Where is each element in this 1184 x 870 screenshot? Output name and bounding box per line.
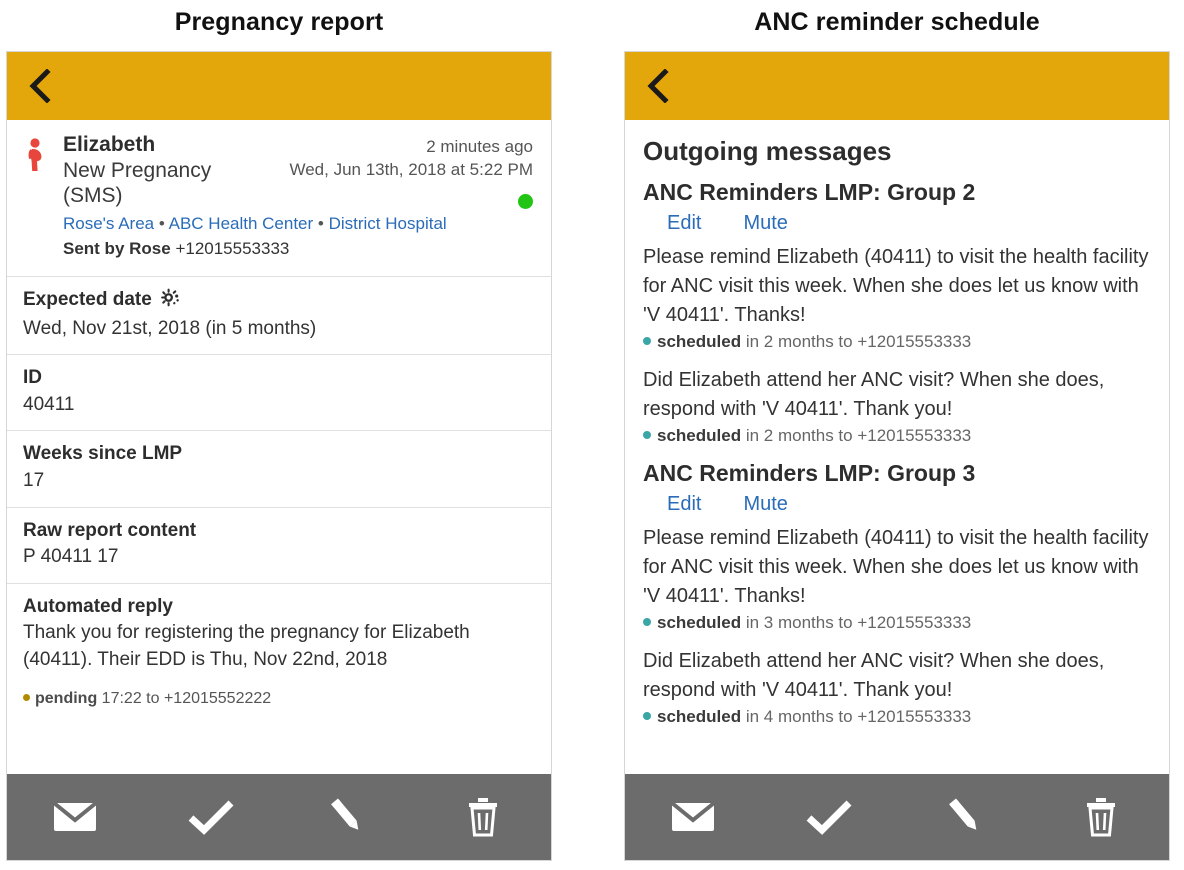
left-action-bar xyxy=(7,774,551,860)
edit-link[interactable]: Edit xyxy=(667,212,702,234)
check-icon[interactable] xyxy=(800,791,858,843)
field-label: ID xyxy=(23,367,42,389)
message-body: Please remind Elizabeth (40411) to visit the health facility for ANC visit this week. When she does let us know with 'V 40411'. Thanks! xyxy=(643,246,1149,326)
message-group-actions xyxy=(667,493,1151,516)
message-icon[interactable] xyxy=(46,791,104,843)
relative-time: 2 minutes ago xyxy=(426,137,533,156)
field-id xyxy=(7,355,551,431)
check-icon[interactable] xyxy=(182,791,240,843)
place-hierarchy xyxy=(63,211,535,237)
right-topbar xyxy=(625,52,1169,120)
field-expected-date xyxy=(7,277,551,355)
anc-reminder-schedule-panel xyxy=(624,0,1170,861)
right-phone-frame xyxy=(624,51,1170,861)
message-status xyxy=(643,426,1151,446)
scheduled-dot-icon xyxy=(643,618,651,626)
message-status-detail: in 2 months to +12015553333 xyxy=(745,332,972,351)
absolute-timestamp: Wed, Jun 13th, 2018 at 5:22 PM xyxy=(289,159,533,179)
field-label: Automated reply xyxy=(23,595,173,617)
place-link-health-center[interactable]: ABC Health Center xyxy=(168,213,314,233)
pending-status-detail: 17:22 to +12015552222 xyxy=(101,689,272,707)
gear-icon[interactable] xyxy=(161,288,180,316)
edit-link[interactable]: Edit xyxy=(667,493,702,515)
back-chevron-icon[interactable] xyxy=(29,69,51,103)
message-group xyxy=(643,460,1151,727)
message-status-label: scheduled xyxy=(657,613,742,632)
patient-name: Elizabeth xyxy=(63,133,156,156)
sent-by-phone: +12015553333 xyxy=(175,239,290,259)
report-header xyxy=(7,120,551,277)
message-status-detail: in 4 months to +12015553333 xyxy=(745,707,972,726)
message-status xyxy=(643,707,1151,727)
message-status xyxy=(643,613,1151,633)
mute-link[interactable]: Mute xyxy=(743,212,788,234)
message-status xyxy=(7,686,551,708)
left-topbar xyxy=(7,52,551,120)
scheduled-dot-icon xyxy=(643,431,651,439)
field-value: P 40411 17 xyxy=(23,546,119,568)
message-group-title: ANC Reminders LMP: Group 3 xyxy=(643,460,976,486)
report-type-line1: New Pregnancy xyxy=(63,158,212,182)
field-label: Weeks since LMP xyxy=(23,443,183,465)
scheduled-dot-icon xyxy=(643,712,651,720)
status-dot xyxy=(518,194,533,209)
back-chevron-icon[interactable] xyxy=(647,69,669,103)
message-status-detail: in 3 months to +12015553333 xyxy=(745,613,972,632)
place-link-area[interactable]: Rose's Area xyxy=(63,213,155,233)
message-status-label: scheduled xyxy=(657,332,742,351)
trash-icon[interactable] xyxy=(454,791,512,843)
report-timestamps xyxy=(289,136,533,214)
message-group-title: ANC Reminders LMP: Group 2 xyxy=(643,179,976,205)
place-separator: • xyxy=(313,213,329,233)
field-label xyxy=(23,287,535,316)
pending-status-label: pending xyxy=(35,689,98,707)
message-body: Did Elizabeth attend her ANC visit? When she does, respond with 'V 40411'. Thank you! xyxy=(643,369,1105,420)
right-content xyxy=(625,120,1169,860)
pencil-icon[interactable] xyxy=(318,791,376,843)
place-link-hospital[interactable]: District Hospital xyxy=(328,213,447,233)
message-status-label: scheduled xyxy=(657,426,742,445)
left-content xyxy=(7,120,551,860)
field-label: Raw report content xyxy=(23,519,197,541)
outgoing-messages-heading: Outgoing messages xyxy=(643,136,892,166)
left-panel-title: Pregnancy report xyxy=(174,8,384,36)
field-label-text: Expected date xyxy=(23,288,152,310)
message-group-actions xyxy=(667,212,1151,235)
trash-icon[interactable] xyxy=(1072,791,1130,843)
place-separator: • xyxy=(154,213,169,233)
field-automated-reply xyxy=(7,584,551,686)
sent-by xyxy=(63,237,535,262)
message-group xyxy=(643,179,1151,446)
pencil-icon[interactable] xyxy=(936,791,994,843)
pregnant-woman-icon xyxy=(25,138,47,172)
message-status xyxy=(643,332,1151,352)
right-panel-title: ANC reminder schedule xyxy=(754,8,1040,36)
field-value: Thank you for registering the pregnancy for Elizabeth (40411). Their EDD is Thu, Nov 22nd, 2018 xyxy=(23,622,470,670)
report-type-line2: (SMS) xyxy=(63,184,123,208)
message-status-label: scheduled xyxy=(657,707,742,726)
pending-dot-icon xyxy=(23,694,30,701)
message-icon[interactable] xyxy=(664,791,722,843)
field-value: Wed, Nov 21st, 2018 (in 5 months) xyxy=(23,317,317,339)
left-phone-frame xyxy=(6,51,552,861)
sent-by-label: Sent by Rose xyxy=(63,239,171,259)
field-weeks-since-lmp xyxy=(7,431,551,507)
outgoing-messages-section xyxy=(625,120,1169,727)
field-value: 17 xyxy=(23,469,45,491)
scheduled-dot-icon xyxy=(643,337,651,345)
message-status-detail: in 2 months to +12015553333 xyxy=(745,426,972,445)
mute-link[interactable]: Mute xyxy=(743,493,788,515)
field-raw-report-content xyxy=(7,508,551,584)
pregnancy-report-panel xyxy=(6,0,552,861)
field-value: 40411 xyxy=(23,393,75,415)
message-body: Please remind Elizabeth (40411) to visit the health facility for ANC visit this week. When she does let us know with 'V 40411'. Thanks! xyxy=(643,527,1149,607)
message-body: Did Elizabeth attend her ANC visit? When she does, respond with 'V 40411'. Thank you! xyxy=(643,650,1105,701)
right-action-bar xyxy=(625,774,1169,860)
